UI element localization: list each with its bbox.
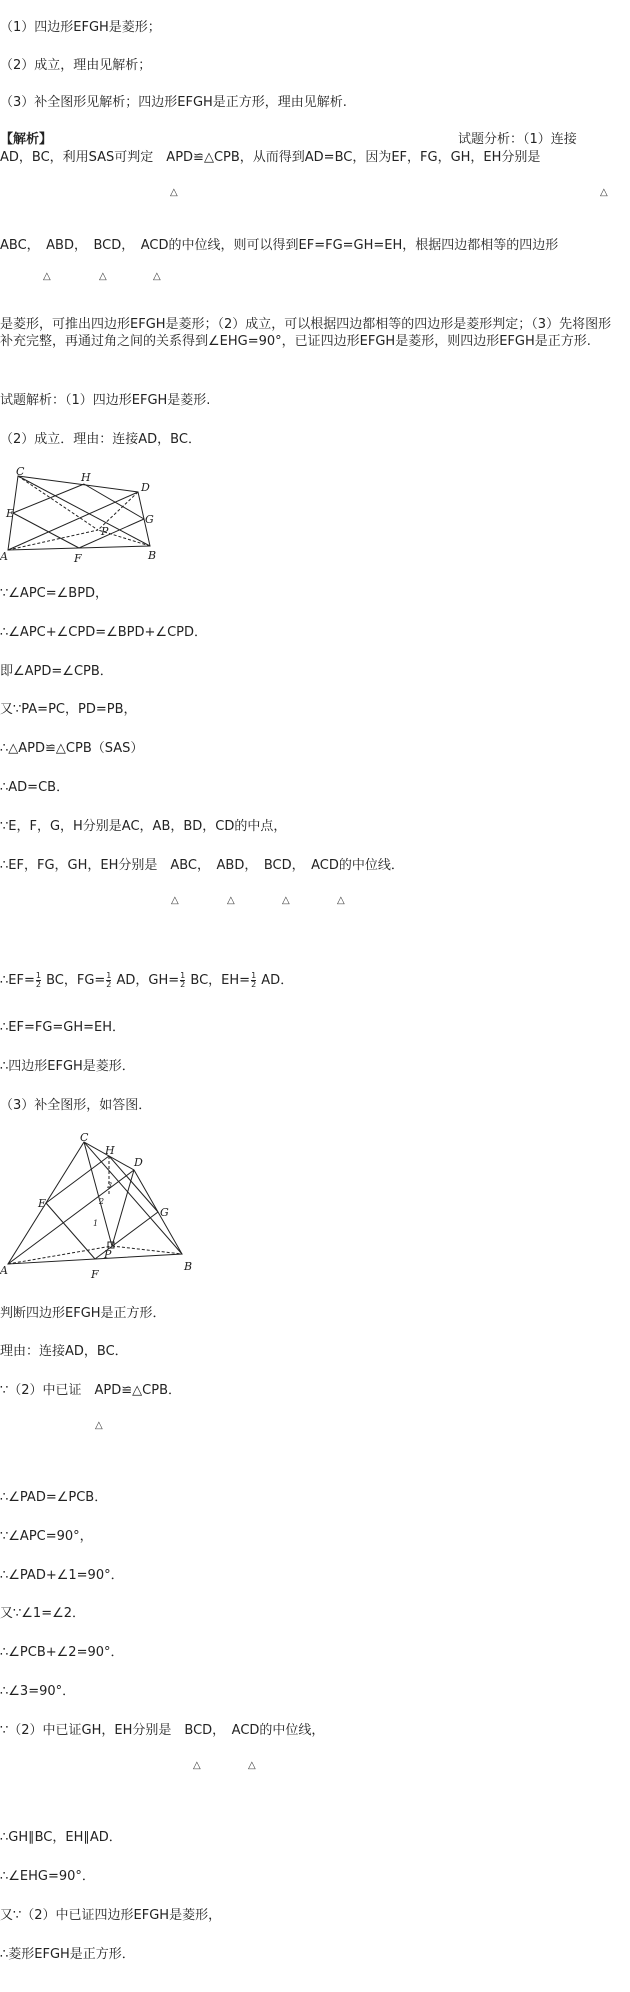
- fig2-angle-3: 3: [107, 1181, 113, 1190]
- solution-step-28: ∴菱形EFGH是正方形．: [0, 1947, 135, 1962]
- solution-step-16: 理由：连接AD，BC．: [0, 1344, 128, 1359]
- solution-step-13: ∴四边形EFGH是菱形．: [0, 1059, 135, 1074]
- fraction-half: $\frac{1}{2}$: [180, 971, 186, 989]
- analysis-line-2: AD，BC，利用SAS可判定 APD≌△CPB，从而得到AD=BC，因为EF，FG，GH，EH分别是: [0, 150, 541, 165]
- solution-step-10: ∴EF，FG，GH，EH分别是 ABC， ABD， BCD， ACD的中位线．: [0, 858, 404, 873]
- fig1-label-g: G: [145, 513, 154, 526]
- fig2-label-d: D: [134, 1156, 143, 1169]
- triangle-mark: △: [171, 895, 179, 906]
- solution-step-3: ∵∠APC=∠BPD，: [0, 586, 109, 601]
- solution-step-9: ∵E，F，G，H分别是AC，AB，BD，CD的中点，: [0, 819, 287, 834]
- fig1-label-e: E: [6, 507, 15, 520]
- fig2-label-e: E: [38, 1197, 47, 1210]
- fig1-label-b: B: [148, 549, 157, 562]
- fraction-half: $\frac{1}{2}$: [35, 971, 41, 989]
- fig2-label-f: F: [91, 1268, 99, 1281]
- fig2-label-h: H: [105, 1144, 115, 1157]
- triangle-mark: △: [282, 895, 290, 906]
- triangle-mark: △: [600, 187, 608, 198]
- solution-step-1: 试题解析：（1）四边形EFGH是菱形.: [0, 393, 211, 408]
- solution-step-27: 又∵（2）中已证四边形EFGH是菱形，: [0, 1908, 222, 1923]
- solution-step-7: ∴△APD≌△CPB（SAS）: [0, 741, 144, 756]
- solution-step-17: ∵（2）中已证 APD≌△CPB．: [0, 1383, 182, 1398]
- fig2-label-g: G: [160, 1206, 169, 1219]
- fig1-label-d: D: [141, 481, 150, 494]
- analysis-intro: 试题分析：（1）连接: [458, 132, 577, 147]
- triangle-mark: △: [99, 271, 107, 282]
- solution-step-26: ∴∠EHG=90°．: [0, 1869, 95, 1884]
- triangle-mark: △: [43, 271, 51, 282]
- solution-step-6: 又∵PA=PC，PD=PB，: [0, 702, 137, 717]
- solution-step-12: ∴EF=FG=GH=EH．: [0, 1020, 126, 1035]
- fig2-label-b: B: [184, 1260, 193, 1273]
- fig1-label-h: H: [81, 471, 91, 484]
- triangle-mark: △: [95, 1420, 103, 1431]
- eq-part-a: BC，FG=: [41, 973, 106, 988]
- answer-3: （3）补全图形见解析；四边形EFGH是正方形，理由见解析.: [0, 95, 347, 110]
- fraction-half: $\frac{1}{2}$: [106, 971, 112, 989]
- answer-1: （1）四边形EFGH是菱形；: [0, 20, 161, 35]
- analysis-line-3: ABC， ABD， BCD， ACD的中位线，则可以得到EF=FG=GH=EH，根据四边都相等的四边形: [0, 238, 559, 253]
- solution-step-8: ∴AD=CB．: [0, 780, 70, 795]
- fig2-label-c: C: [80, 1131, 89, 1144]
- fig1-label-p: P: [101, 525, 109, 538]
- eq-part-c: BC，EH=: [186, 973, 251, 988]
- fig2-label-a: A: [0, 1264, 8, 1277]
- solution-step-21: 又∵∠1=∠2．: [0, 1606, 86, 1621]
- fraction-half: $\frac{1}{2}$: [251, 971, 257, 989]
- fig2-angle-2: 2: [99, 1197, 105, 1206]
- solution-step-22: ∴∠PCB+∠2=90°．: [0, 1645, 124, 1660]
- eq-prefix: ∴EF=: [0, 973, 35, 988]
- answer-2: （2）成立，理由见解析；: [0, 58, 152, 73]
- triangle-mark: △: [193, 1760, 201, 1771]
- fig1-label-f: F: [74, 552, 82, 565]
- solution-step-11: [0, 970, 293, 992]
- solution-step-19: ∵∠APC=90°，: [0, 1529, 93, 1544]
- solution-step-4: ∴∠APC+∠CPD=∠BPD+∠CPD．: [0, 625, 207, 640]
- solution-step-25: ∴GH∥BC，EH∥AD．: [0, 1830, 122, 1845]
- solution-step-20: ∴∠PAD+∠1=90°．: [0, 1568, 124, 1583]
- figure-1-diagram: [0, 466, 170, 566]
- analysis-heading: 【解析】: [0, 132, 53, 147]
- solution-step-14: （3）补全图形，如答图．: [0, 1098, 152, 1113]
- figure-2-diagram: [0, 1130, 200, 1290]
- solution-step-15: 判断四边形EFGH是正方形．: [0, 1306, 166, 1321]
- fig2-angle-1: 1: [93, 1219, 99, 1228]
- eq-part-b: AD，GH=: [112, 973, 180, 988]
- analysis-line-4: 是菱形，可推出四边形EFGH是菱形；（2）成立，可以根据四边都相等的四边形是菱形判定；（3）先将图形补充完整，再通过角之间的关系得到∠EHG=90°，已证四边形EFGH是菱形，则四边形EFGH是正方形.: [0, 317, 612, 349]
- triangle-mark: △: [337, 895, 345, 906]
- triangle-mark: △: [227, 895, 235, 906]
- eq-part-d: AD．: [257, 973, 294, 988]
- triangle-mark: △: [248, 1760, 256, 1771]
- triangle-mark: △: [170, 187, 178, 198]
- solution-step-23: ∴∠3=90°．: [0, 1684, 76, 1699]
- solution-step-5: 即∠APD=∠CPB．: [0, 664, 113, 679]
- fig1-label-c: C: [16, 466, 25, 478]
- triangle-mark: △: [153, 271, 161, 282]
- fig1-label-a: A: [0, 550, 8, 563]
- fig2-label-p: P: [104, 1248, 112, 1261]
- solution-step-24: ∵（2）中已证GH，EH分别是 BCD， ACD的中位线，: [0, 1723, 325, 1738]
- solution-step-2: （2）成立．理由：连接AD，BC．: [0, 432, 201, 447]
- solution-step-18: ∴∠PAD=∠PCB．: [0, 1490, 108, 1505]
